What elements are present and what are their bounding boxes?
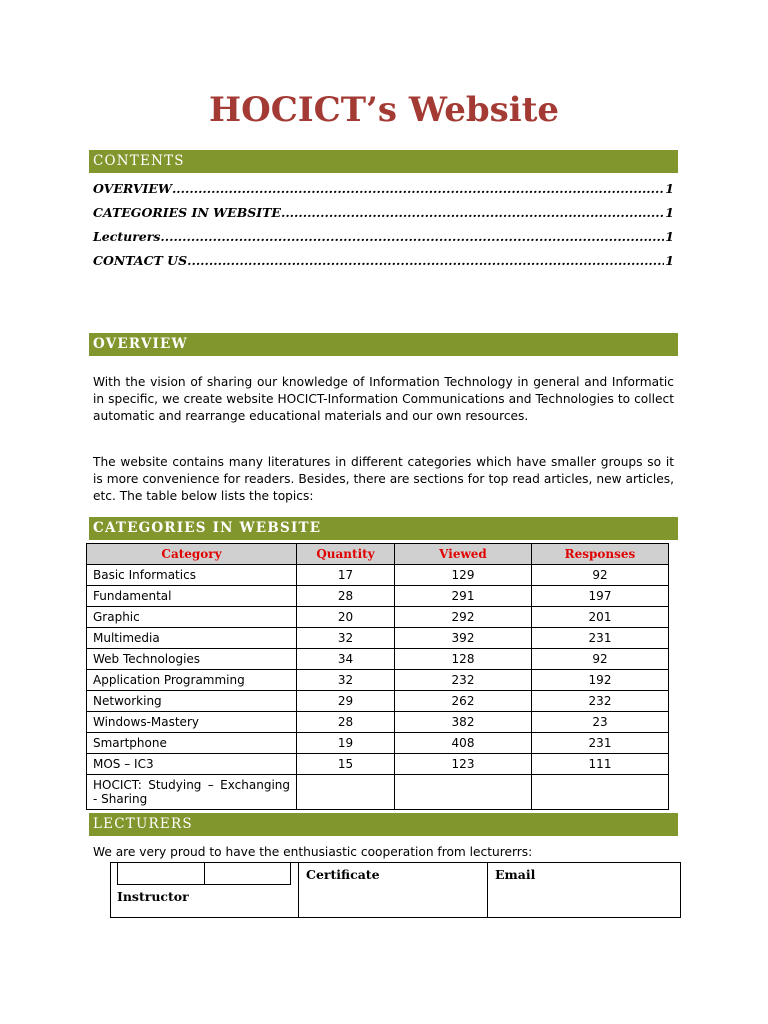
responses-cell: 232: [532, 691, 669, 712]
viewed-cell: 262: [395, 691, 532, 712]
toc-page-number: 1: [665, 205, 674, 220]
viewed-cell: 128: [395, 649, 532, 670]
viewed-cell: 382: [395, 712, 532, 733]
quantity-cell: 20: [297, 607, 395, 628]
table-row: [87, 586, 669, 607]
responses-cell: 92: [532, 649, 669, 670]
responses-cell: 92: [532, 565, 669, 586]
toc-item-label: CATEGORIES IN WEBSITE: [93, 205, 281, 220]
quantity-cell: 29: [297, 691, 395, 712]
toc-leader-dots: [172, 181, 664, 196]
toc-page-number: 1: [665, 253, 674, 268]
viewed-cell: 123: [395, 754, 532, 775]
toc-item-lecturers[interactable]: [93, 229, 674, 253]
lecturers-table: [110, 862, 681, 918]
responses-cell: [532, 775, 669, 810]
categories-table: [86, 543, 669, 810]
viewed-cell: 392: [395, 628, 532, 649]
column-header-responses: Responses: [532, 544, 669, 565]
viewed-cell: 232: [395, 670, 532, 691]
column-header-email: Email: [495, 867, 536, 882]
category-cell: [87, 775, 297, 810]
table-row: [87, 733, 669, 754]
column-header-category: Category: [87, 544, 297, 565]
category-cell: Fundamental: [87, 586, 297, 607]
responses-cell: 111: [532, 754, 669, 775]
quantity-cell: 34: [297, 649, 395, 670]
viewed-cell: 129: [395, 565, 532, 586]
table-row: [87, 628, 669, 649]
column-header-instructor: Instructor: [117, 889, 189, 904]
quantity-cell: 17: [297, 565, 395, 586]
toc-item-label: OVERVIEW: [93, 181, 172, 196]
responses-cell: 201: [532, 607, 669, 628]
table-row: [87, 754, 669, 775]
column-divider: [298, 863, 299, 917]
toc-page-number: 1: [665, 181, 674, 196]
table-row: [87, 691, 669, 712]
quantity-cell: 32: [297, 628, 395, 649]
responses-cell: 231: [532, 733, 669, 754]
viewed-cell: 291: [395, 586, 532, 607]
table-row: [87, 670, 669, 691]
table-row: [87, 607, 669, 628]
toc-page-number: 1: [665, 229, 674, 244]
contents-heading: CONTENTS: [89, 150, 678, 173]
viewed-cell: 292: [395, 607, 532, 628]
column-header-viewed: Viewed: [395, 544, 532, 565]
category-cell: Multimedia: [87, 628, 297, 649]
table-header-row: [87, 544, 669, 565]
table-row: [87, 775, 669, 810]
category-cell: Web Technologies: [87, 649, 297, 670]
viewed-cell: 408: [395, 733, 532, 754]
quantity-cell: 28: [297, 712, 395, 733]
lecturers-intro: We are very proud to have the enthusiastic cooperation from lecturerrs:: [93, 845, 533, 859]
table-row: [87, 649, 669, 670]
viewed-cell: [395, 775, 532, 810]
toc-item-overview[interactable]: [93, 181, 674, 205]
category-cell-text: HOCICT: Studying – Exchanging - Sharing: [93, 778, 290, 806]
table-of-contents: [93, 181, 674, 277]
quantity-cell: 32: [297, 670, 395, 691]
quantity-cell: 19: [297, 733, 395, 754]
category-cell: MOS – IC3: [87, 754, 297, 775]
toc-item-categories[interactable]: [93, 205, 674, 229]
table-row: [87, 565, 669, 586]
overview-paragraph-2: The website contains many literatures in different categories which have smaller groups so it is more convenience for readers. Besides, there are sections for top read articles, new articles, etc. The table below lists the topics:: [93, 455, 674, 503]
instructor-subcells: [117, 863, 291, 885]
category-cell: Basic Informatics: [87, 565, 297, 586]
category-cell: Graphic: [87, 607, 297, 628]
category-cell: Windows-Mastery: [87, 712, 297, 733]
toc-leader-dots: [160, 229, 664, 244]
category-cell: Smartphone: [87, 733, 297, 754]
subcell-divider: [204, 863, 205, 884]
toc-item-contact-us[interactable]: [93, 253, 674, 277]
lecturers-heading: LECTURERS: [89, 813, 678, 836]
quantity-cell: [297, 775, 395, 810]
column-header-quantity: Quantity: [297, 544, 395, 565]
responses-cell: 192: [532, 670, 669, 691]
overview-paragraph-1: With the vision of sharing our knowledge of Information Technology in general and Informatic in specific, we create website HOCICT-Information Communications and Technologies to collect automatic and rearrange educational materials and our own resources.: [93, 375, 674, 423]
quantity-cell: 28: [297, 586, 395, 607]
responses-cell: 23: [532, 712, 669, 733]
table-row: [87, 712, 669, 733]
quantity-cell: 15: [297, 754, 395, 775]
responses-cell: 231: [532, 628, 669, 649]
toc-item-label: CONTACT US: [93, 253, 188, 268]
category-cell: Application Programming: [87, 670, 297, 691]
categories-heading: CATEGORIES IN WEBSITE: [89, 517, 678, 540]
toc-item-label: Lecturers: [93, 229, 161, 244]
responses-cell: 197: [532, 586, 669, 607]
document-title: HOCICT’s Website: [208, 90, 560, 130]
category-cell: Networking: [87, 691, 297, 712]
toc-leader-dots: [281, 205, 664, 220]
overview-heading: OVERVIEW: [89, 333, 678, 356]
toc-leader-dots: [187, 253, 664, 268]
column-header-certificate: Certificate: [306, 867, 380, 882]
column-divider: [487, 863, 488, 917]
